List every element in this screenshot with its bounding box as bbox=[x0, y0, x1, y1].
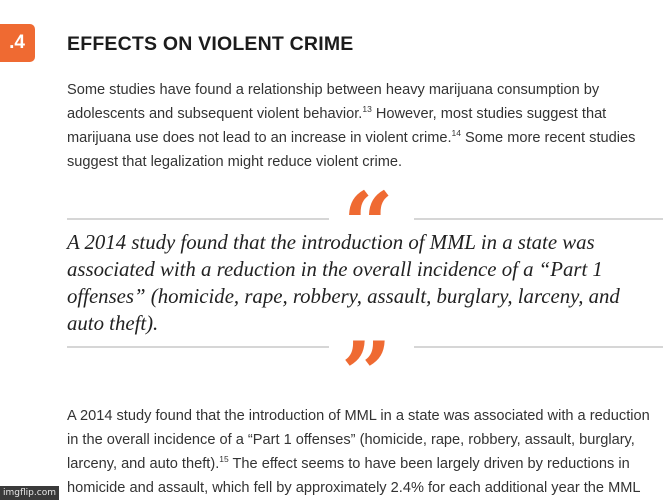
body-line-2: in the overall incidence of a “Part 1 offenses” (homicide, rape, robbery, assault, burglary, bbox=[67, 432, 635, 448]
section-number-badge bbox=[0, 24, 35, 62]
intro-paragraph bbox=[67, 78, 663, 174]
body-paragraph bbox=[67, 404, 663, 500]
quote-divider-bottom-right bbox=[414, 346, 663, 348]
intro-text-2: However, most studies suggest that marijuana use does not lead to an increase in violent crime. bbox=[67, 106, 607, 146]
intro-text-1: Some studies have found a relationship between heavy marijuana consumption by adolescents and subsequent violent behavior. bbox=[67, 82, 600, 122]
intro-text-3: Some more recent studies suggest that legalization might reduce violent crime. bbox=[67, 130, 636, 170]
imgflip-watermark: imgflip.com bbox=[0, 486, 59, 500]
body-line-3 bbox=[67, 452, 663, 476]
open-quote-icon: “ bbox=[343, 172, 394, 276]
body-line-1: A 2014 study found that the introduction of MML in a state was associated with a reduction bbox=[67, 408, 650, 424]
quote-divider-bottom-left bbox=[67, 346, 329, 348]
footnote-ref-13[interactable]: 13 bbox=[362, 104, 372, 114]
section-title: EFFECTS ON VIOLENT CRIME bbox=[67, 33, 354, 55]
body-line-3-text-b: The effect seems to have been largely driven by reductions in bbox=[228, 456, 630, 472]
body-line-4: homicide and assault, which fell by approximately 2.4% for each additional year the MML bbox=[67, 480, 641, 496]
close-quote-icon: ” bbox=[341, 322, 392, 426]
quote-divider-top-right bbox=[414, 218, 663, 220]
body-line-3-text-a: larceny, and auto theft). bbox=[67, 456, 220, 472]
quote-divider-top-left bbox=[67, 218, 329, 220]
section-number: .4 bbox=[9, 32, 25, 53]
pull-quote: A 2014 study found that the introduction of MML in a state was associated with a reduction in the overall incidence of a “Part 1 offenses” (homicide, rape, robbery, assault, burglary, larceny, and auto theft). bbox=[67, 231, 620, 335]
footnote-ref-15[interactable]: 15 bbox=[219, 454, 229, 464]
footnote-ref-14[interactable]: 14 bbox=[451, 128, 461, 138]
